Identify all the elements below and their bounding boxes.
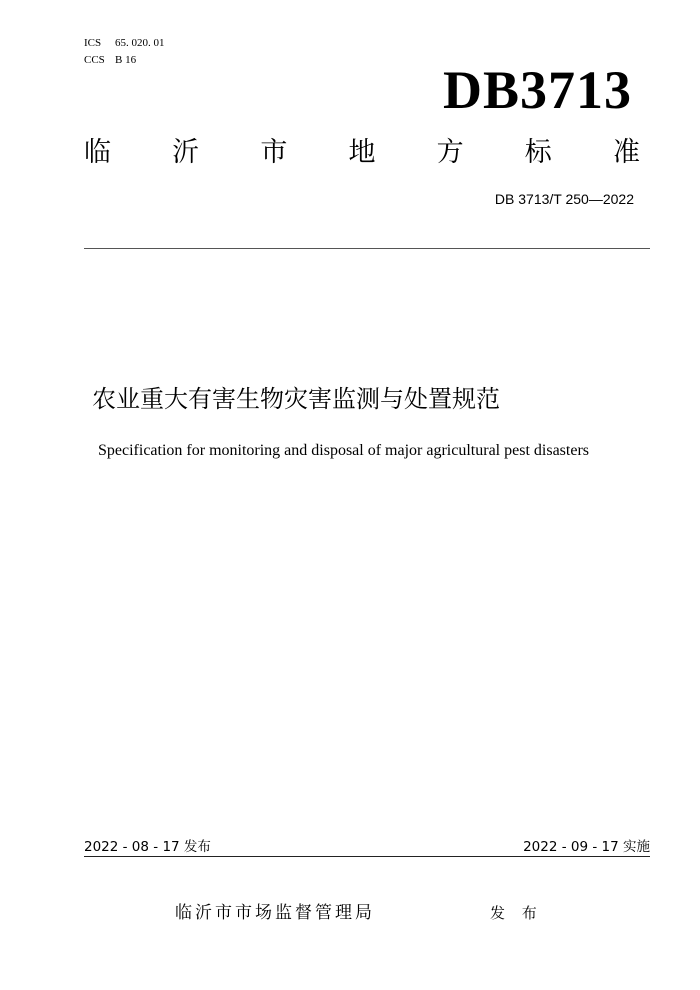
category-char: 临	[84, 137, 111, 168]
category-char: 沂	[172, 137, 200, 168]
ccs-label: CCS	[84, 54, 105, 66]
ics-classification	[84, 37, 165, 50]
issuing-authority: 临沂市市场监督管理局	[175, 903, 375, 923]
footer-divider	[84, 856, 650, 857]
document-title-english: Specification for monitoring and disposal of major agricultural pest disasters	[98, 442, 589, 459]
header-divider	[84, 248, 650, 249]
document-title-chinese: 农业重大有害生物灾害监测与处置规范	[92, 385, 500, 413]
standard-category	[84, 136, 640, 170]
ccs-classification	[84, 54, 136, 67]
issue-date: 2022 - 08 - 17 发布	[84, 839, 211, 855]
implementation-date: 2022 - 09 - 17 实施	[523, 839, 650, 855]
category-char: 方	[436, 137, 464, 168]
category-char: 标	[524, 137, 552, 168]
standard-code-logo: DB3713	[442, 60, 632, 120]
ics-value: 65. 020. 01	[115, 37, 165, 49]
standard-number: DB 3713/T 250—2022	[494, 191, 634, 207]
category-char: 市	[260, 137, 288, 168]
ccs-value: B 16	[115, 54, 137, 66]
category-char: 准	[612, 137, 640, 168]
category-char: 地	[348, 137, 376, 168]
publish-label: 发 布	[490, 904, 543, 922]
ics-label: ICS	[84, 37, 102, 49]
